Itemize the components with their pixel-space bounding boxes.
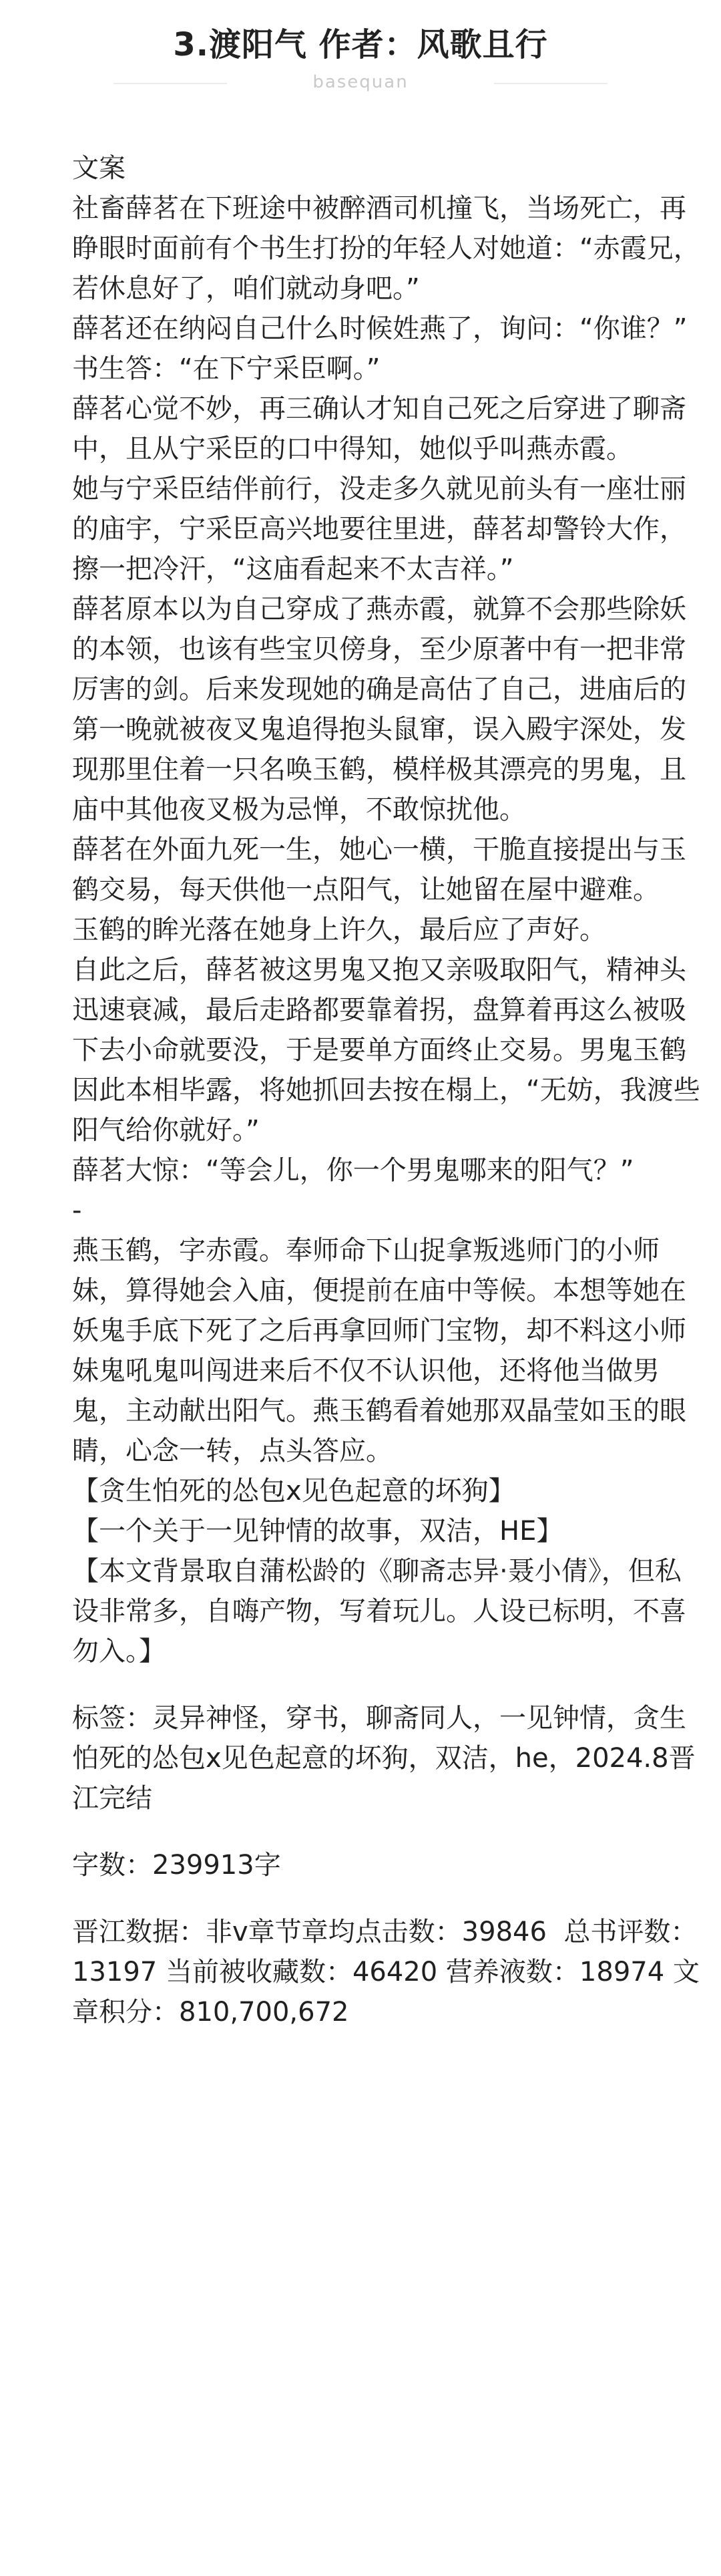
heading-wenan: 文案	[72, 153, 126, 184]
tag-line: 【一个关于一见钟情的故事，双洁，HE】	[72, 1516, 563, 1547]
header	[0, 0, 721, 114]
paragraph: 自此之后，薛茗被这男鬼又抱又亲吸取阳气，精神头迅速衰减，最后走路都要靠着拐，盘算着再这么被吸下去小命就要没，于是要单方面终止交易。男鬼玉鹤因此本相毕露，将她抓回去按在榻上，“无妨，我渡些阳气给你就好。”	[72, 955, 700, 1146]
paragraph: 薛茗大惊：“等会儿，你一个男鬼哪来的阳气？”	[72, 1155, 634, 1186]
paragraph: 书生答：“在下宁采臣啊。”	[72, 353, 381, 384]
paragraph: 薛茗原本以为自己穿成了燕赤霞，就算不会那些除妖的本领，也该有些宝贝傍身，至少原著中有一把非常厉害的剑。后来发现她的确是高估了自己，进庙后的第一晚就被夜叉鬼追得抱头鼠窜，误入殿宇深处，发现那里住着一只名唤玉鹤，模样极其漂亮的男鬼，且庙中其他夜叉极为忌惮，不敢惊扰他。	[72, 594, 686, 825]
tags-line: 标签：灵异神怪，穿书，聊斋同人，一见钟情，贪生怕死的怂包x见色起意的坏狗，双洁，he，2024.8晋江完结	[72, 1703, 696, 1814]
spacer	[72, 1818, 708, 1845]
divider-right	[494, 83, 608, 84]
jjwxc-stats: 晋江数据：非v章节章均点击数：39846 总书评数：13197 当前被收藏数：46420 营养液数：18974 文章积分：810,700,672	[72, 1917, 700, 2028]
paragraph: 薛茗心觉不妙，再三确认才知自己死之后穿进了聊斋中，且从宁采臣的口中得知，她似乎叫燕赤霞。	[72, 393, 686, 464]
spacer	[72, 1671, 708, 1698]
tag-line: 【贪生怕死的怂包x见色起意的坏狗】	[72, 1476, 515, 1506]
article-body	[72, 148, 708, 2032]
word-count: 字数：239913字	[72, 1850, 281, 1881]
paragraph: 玉鹤的眸光落在她身上许久，最后应了声好。	[72, 915, 606, 945]
paragraph: 薛茗还在纳闷自己什么时候姓燕了，询问：“你谁？”	[72, 313, 688, 344]
paragraph: 薛茗在外面九死一生，她心一横，干脆直接提出与玉鹤交易，每天供他一点阳气，让她留在屋中避难。	[72, 834, 686, 905]
watermark-text: basequan	[312, 72, 409, 92]
paragraph: 燕玉鹤，字赤霞。奉师命下山捉拿叛逃师门的小师妹，算得她会入庙，便提前在庙中等候。本想等她在妖鬼手底下死了之后再拿回师门宝物，却不料这小师妹鬼吼鬼叫闯进来后不仅不认识他，还将他当做男鬼，主动献出阳气。燕玉鹤看着她那双晶莹如玉的眼睛，心念一转，点头答应。	[72, 1235, 686, 1466]
tag-line: 【本文背景取自蒲松龄的《聊斋志异·聂小倩》，但私设非常多，自嗨产物，写着玩儿。人设已标明，不喜勿入。】	[72, 1556, 686, 1667]
paragraph: 社畜薛茗在下班途中被醉酒司机撞飞，当场死亡，再睁眼时面前有个书生打扮的年轻人对她道：“赤霞兄，若休息好了，咱们就动身吧。”	[72, 193, 700, 304]
paragraph: 她与宁采臣结伴前行，没走多久就见前头有一座壮丽的庙宇，宁采臣高兴地要往里进，薛茗却警铃大作，擦一把冷汗，“这庙看起来不太吉祥。”	[72, 474, 686, 585]
watermark-icon	[314, 1286, 414, 1306]
page-title: 3.渡阳气 作者：风歌且行	[173, 26, 548, 63]
spacer	[72, 1885, 708, 1912]
separator-dash: -	[72, 1195, 82, 1226]
